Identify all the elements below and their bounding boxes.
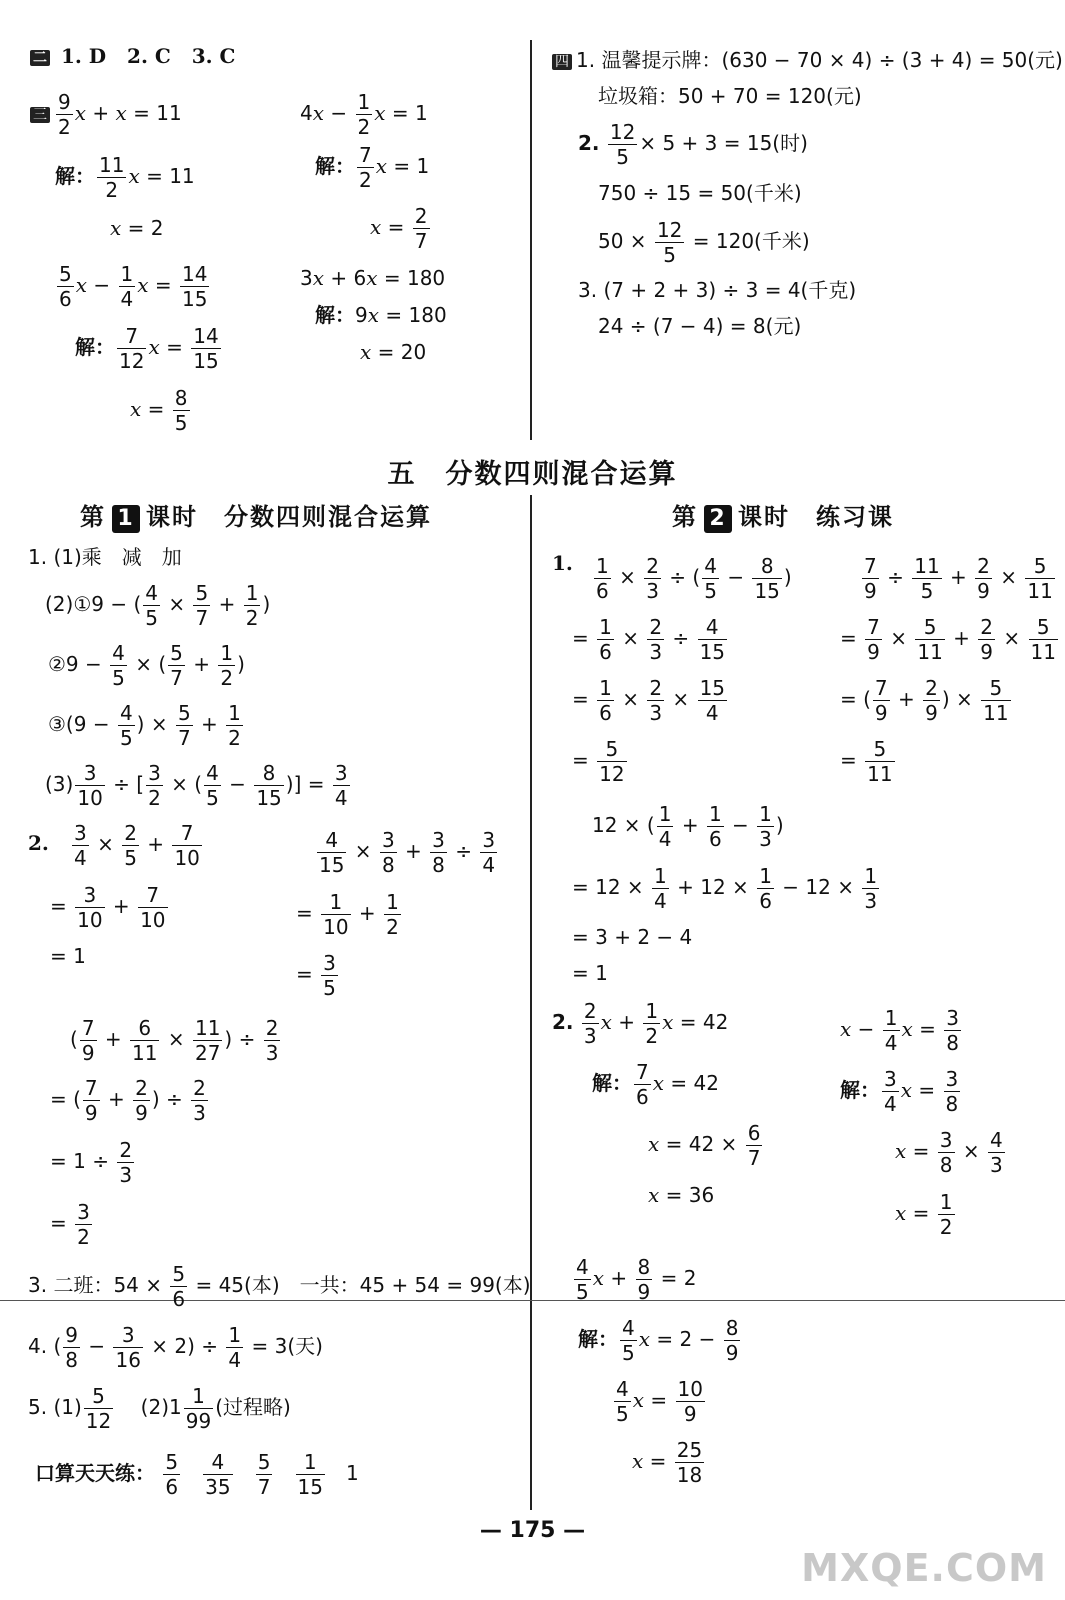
- q4-line6: 3. (7 + 2 + 3) ÷ 3 = 4(千克): [578, 278, 857, 302]
- r-q2c-3: $\frac{4}{5}$ x = $\frac{10}{9}$: [616, 1377, 703, 1426]
- eq-a1: 三 $\frac{9}{2}$ x + x = 11: [30, 92, 182, 137]
- r-q2b-1: x − $\frac{1}{4}$ x = $\frac{3}{8}$: [840, 1006, 959, 1055]
- section-title: 五 分数四则混合运算: [387, 459, 678, 490]
- l-q5: 5. (1) $\frac{5}{12}$ (2)1 $\frac{1}{99}$ (过程略): [28, 1384, 291, 1433]
- r-q2a-2: 解： $\frac{7}{6}$ x = 42: [592, 1060, 719, 1109]
- r-q2a-1: 2. $\frac{2}{3}$ x + $\frac{1}{2}$ x = 42: [552, 999, 729, 1048]
- r-q1a-1: $\frac{1}{6}$ × $\frac{2}{3}$ ÷ ( $\frac{4}{5}$ − $\frac{8}{15}$ ): [596, 554, 792, 603]
- l-q1-4: ③(9 − $\frac{4}{5}$ ) × $\frac{5}{7}$ + $\frac{1}{2}$: [48, 701, 241, 750]
- l-q1-3: ②9 − $\frac{4}{5}$ × ( $\frac{5}{7}$ + $\frac{1}{2}$ ): [48, 641, 245, 690]
- r-q1a-3: = $\frac{1}{6}$ × $\frac{2}{3}$ × $\frac{15}{4}$: [572, 676, 726, 725]
- r-q2c-2: 解： $\frac{4}{5}$ x = 2 − $\frac{8}{9}$: [578, 1316, 739, 1365]
- roman-4-badge: 四: [552, 54, 572, 70]
- l-q2c-3: = 1 ÷ $\frac{2}{3}$: [50, 1138, 133, 1187]
- jie-label: 解：: [315, 303, 355, 327]
- l-q4: 4. ( $\frac{9}{8}$ − $\frac{3}{16}$ × 2) ÷ $\frac{1}{4}$ = 3(天): [28, 1323, 323, 1372]
- l-q5-tail: (过程略): [215, 1395, 291, 1419]
- jie-label: 解：: [55, 164, 95, 188]
- jie-label: 解：: [75, 335, 115, 359]
- r-q1b-1: $\frac{7}{9}$ ÷ $\frac{11}{5}$ + $\frac{2}{9}$ × $\frac{5}{11}$: [864, 554, 1053, 603]
- eq-b1: $\frac{5}{6}$ x − $\frac{1}{4}$ x = $\frac{14}{15}$: [59, 262, 208, 311]
- answer-2: [30, 46, 235, 66]
- l-q2c-2: = ( $\frac{7}{9}$ + $\frac{2}{9}$ ) ÷ $\frac{2}{3}$: [50, 1076, 206, 1125]
- oral-practice: 口算天天练： $\frac{5}{6}$ $\frac{4}{35}$ $\frac{5}{7}$ $\frac{1}{15}$ 1: [35, 1450, 359, 1499]
- r-q1-label: 1.: [552, 551, 573, 575]
- r-q1c-2: = 12 × $\frac{1}{4}$ + 12 × $\frac{1}{6}$ − 12 × $\frac{1}{3}$: [572, 864, 878, 913]
- r-q2b-2: 解： $\frac{3}{4}$ x = $\frac{3}{8}$: [840, 1067, 959, 1116]
- l-q1-1: 1. (1)乘 减 加: [28, 545, 182, 569]
- q4-line5-head: 50 ×: [598, 229, 647, 253]
- roman-3-badge: 三: [30, 107, 50, 123]
- oral-label: 口算天天练：: [35, 1461, 155, 1485]
- r-q1c-4: = 1: [572, 961, 608, 985]
- r-q2b-3: x = $\frac{3}{8}$ × $\frac{4}{3}$: [895, 1128, 1003, 1177]
- l-q3-head: 3. 二班：54 ×: [28, 1273, 163, 1297]
- jie-label: 解：: [592, 1071, 632, 1095]
- r-q1c-3: = 3 + 2 − 4: [572, 925, 693, 949]
- ans-q3: 3. C: [191, 44, 236, 68]
- l-q5-b: (2)1: [140, 1395, 182, 1419]
- jie-label: 解：: [315, 154, 355, 178]
- eq-c2: 解： $\frac{7}{2}$ x = 1: [315, 143, 430, 192]
- lesson-2-pre: 第: [672, 503, 698, 531]
- ans-q2: 2. C: [127, 44, 171, 68]
- eq-b3: x = $\frac{8}{5}$: [130, 386, 188, 435]
- l-q2c-1: ( $\frac{7}{9}$ + $\frac{6}{11}$ × $\frac{11}{27}$ ) ÷ $\frac{2}{3}$: [70, 1016, 279, 1065]
- l-q4-tail: = 3(天): [251, 1334, 323, 1358]
- r-q2a-3: x = 42 × $\frac{6}{7}$: [648, 1121, 761, 1170]
- l-q1-2: (2)①9 − ( $\frac{4}{5}$ × $\frac{5}{7}$ + $\frac{1}{2}$ ): [45, 581, 271, 630]
- r-q2b-4: x = $\frac{1}{2}$: [895, 1190, 953, 1239]
- eq-a3: x = 2: [110, 216, 164, 240]
- l-q3-tail: = 45(本) 一共：45 + 54 = 99(本): [195, 1273, 531, 1297]
- l-q2b-2: = $\frac{1}{10}$ + $\frac{1}{2}$: [296, 890, 399, 939]
- l-q2a-1: $\frac{3}{4}$ × $\frac{2}{5}$ + $\frac{7}{10}$: [74, 821, 200, 870]
- r-q1a-2: = $\frac{1}{6}$ × $\frac{2}{3}$ ÷ $\frac{4}{15}$: [572, 615, 726, 664]
- eq-b2: 解： $\frac{7}{12}$ x = $\frac{14}{15}$: [75, 324, 219, 373]
- column-divider-top: [530, 40, 532, 440]
- q4-line3-tail: × 5 + 3 = 15(时): [639, 131, 808, 155]
- r-q1b-4: = $\frac{5}{11}$: [840, 737, 893, 786]
- l-q2a-3: = 1: [50, 944, 86, 968]
- eq-d3: x = 20: [360, 340, 427, 364]
- lesson-1-title: [80, 497, 432, 533]
- eq-d1: 3x + 6x = 180: [300, 266, 446, 290]
- watermark: MXQE.COM: [801, 1546, 1047, 1590]
- column-divider-bottom: [530, 495, 532, 1510]
- lesson-1-post: 课时 分数四则混合运算: [146, 503, 432, 531]
- r-q1b-2: = $\frac{7}{9}$ × $\frac{5}{11}$ + $\frac{2}{9}$ × $\frac{5}{11}$: [840, 615, 1056, 664]
- r-q2a-4: x = 36: [648, 1183, 715, 1207]
- q4-line5-tail: = 120(千米): [692, 229, 810, 253]
- l-q1-5: (3) $\frac{3}{10}$ ÷ [ $\frac{3}{2}$ × ( $\frac{4}{5}$ − $\frac{8}{15}$ )] = $\frac{3}{4}$: [45, 761, 348, 810]
- l-q2c-4: = $\frac{3}{2}$: [50, 1200, 90, 1249]
- r-q1b-3: = ( $\frac{7}{9}$ + $\frac{2}{9}$ ) × $\frac{5}{11}$: [840, 676, 1009, 725]
- ans-q1: 1. D: [60, 44, 107, 68]
- q4-line4: 750 ÷ 15 = 50(千米): [598, 181, 802, 205]
- lesson-1-number: 1: [112, 505, 140, 533]
- eq-c1: 4x − $\frac{1}{2}$ x = 1: [300, 90, 428, 139]
- lesson-1-pre: 第: [80, 503, 106, 531]
- r-q2c-4: x = $\frac{25}{18}$: [632, 1438, 703, 1487]
- lesson-2-number: 2: [704, 505, 732, 533]
- eq-a2: 解： $\frac{11}{2}$ x = 11: [55, 153, 195, 202]
- r-q1c-1: 12 × ( $\frac{1}{4}$ + $\frac{1}{6}$ − $\frac{1}{3}$ ): [592, 802, 784, 851]
- l-q5-head: 5. (1): [28, 1395, 82, 1419]
- l-q2-label: 2.: [28, 831, 49, 855]
- q4-line5: 50 × $\frac{12}{5}$ = 120(千米): [598, 218, 810, 267]
- page-number: — 175 —: [479, 1518, 586, 1543]
- q4-line1-text: 1. 温馨提示牌：(630 − 70 × 4) ÷ (3 + 4) = 50(元): [576, 48, 1063, 72]
- roman-2-badge: 二: [30, 50, 50, 66]
- jie-label: 解：: [840, 1078, 880, 1102]
- r-q2c-1: $\frac{4}{5}$ x + $\frac{8}{9}$ = 2: [576, 1255, 697, 1304]
- lesson-2-title: [672, 497, 894, 533]
- q4-line2: 垃圾箱：50 + 70 = 120(元): [598, 84, 862, 108]
- item-2-label: 2.: [578, 131, 600, 155]
- eq-d2: 解：9x = 180: [315, 303, 447, 327]
- eq-c3: x = $\frac{2}{7}$: [370, 204, 428, 253]
- l-q2a-2: = $\frac{3}{10}$ + $\frac{7}{10}$: [50, 883, 166, 932]
- q4-line7: 24 ÷ (7 − 4) = 8(元): [598, 314, 802, 338]
- r-q1a-4: = $\frac{5}{12}$: [572, 737, 625, 786]
- jie-label: 解：: [578, 1327, 618, 1351]
- q4-line3: 2. $\frac{12}{5}$ × 5 + 3 = 15(时): [578, 120, 808, 169]
- l-q3: 3. 二班：54 × $\frac{5}{6}$ = 45(本) 一共：45 + 54 = 99(本): [28, 1262, 531, 1311]
- oral-last: 1: [346, 1461, 359, 1485]
- l-q2b-3: = $\frac{3}{5}$: [296, 951, 336, 1000]
- l-q2b-1: $\frac{4}{15}$ × $\frac{3}{8}$ + $\frac{3}{8}$ ÷ $\frac{3}{4}$: [319, 828, 496, 877]
- lesson-2-post: 课时 练习课: [738, 503, 894, 531]
- q4-line1: [552, 50, 1063, 70]
